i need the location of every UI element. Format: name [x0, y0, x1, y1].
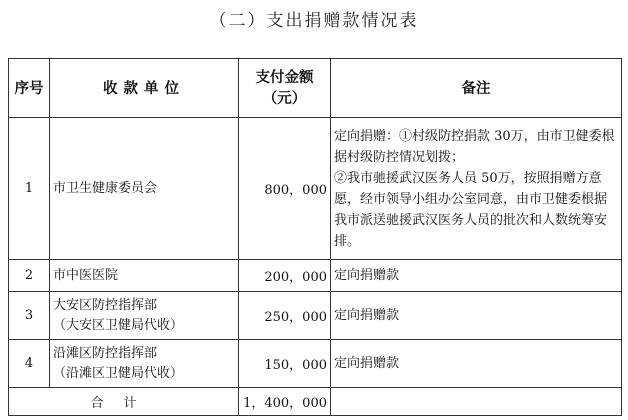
- row-unit: 市卫生健康委员会: [50, 118, 239, 260]
- table-row: [9, 292, 622, 340]
- table-row: [9, 260, 622, 292]
- header-amount: 支付金额 （元）: [239, 59, 331, 118]
- row-no: 1: [9, 118, 50, 260]
- table-row: [9, 340, 622, 388]
- row-unit: 沿滩区防控指挥部 （沿滩区卫健局代收）: [50, 340, 239, 388]
- header-no: 序号: [9, 59, 50, 118]
- row-amount: 250，000: [239, 292, 331, 340]
- total-label: 合计: [9, 388, 239, 416]
- total-note: [331, 388, 622, 416]
- row-amount: 200，000: [239, 260, 331, 292]
- row-no: 2: [9, 260, 50, 292]
- header-note: 备注: [331, 59, 622, 118]
- row-unit: 大安区防控指挥部 （大安区卫健局代收）: [50, 292, 239, 340]
- row-note: 定向捐赠款: [331, 292, 622, 340]
- row-no: 4: [9, 340, 50, 388]
- row-no: 3: [9, 292, 50, 340]
- total-amount: 1，400，000: [239, 388, 331, 416]
- table-header-row: [9, 59, 622, 118]
- row-note: 定向捐赠款: [331, 260, 622, 292]
- row-note: 定向捐赠款: [331, 340, 622, 388]
- page-title: （二）支出捐赠款情况表: [209, 11, 419, 31]
- row-unit: 市中医医院: [50, 260, 239, 292]
- table-total-row: [9, 388, 622, 416]
- row-amount: 800，000: [239, 118, 331, 260]
- table-row: [9, 118, 622, 260]
- row-note: 定向捐赠：①村级防控捐款 30万，由市卫健委根据村级防控情况划拨； ②我市驰援武汉医务人员 50万，按照捐赠方意愿，经市领导小组办公室同意，由市卫健委根据我市派送驰援武汉医务人员的批次和人数统筹安排。: [331, 118, 622, 260]
- row-amount: 150，000: [239, 340, 331, 388]
- header-unit: 收款单位: [50, 59, 239, 118]
- donation-expenditure-table: [8, 58, 622, 416]
